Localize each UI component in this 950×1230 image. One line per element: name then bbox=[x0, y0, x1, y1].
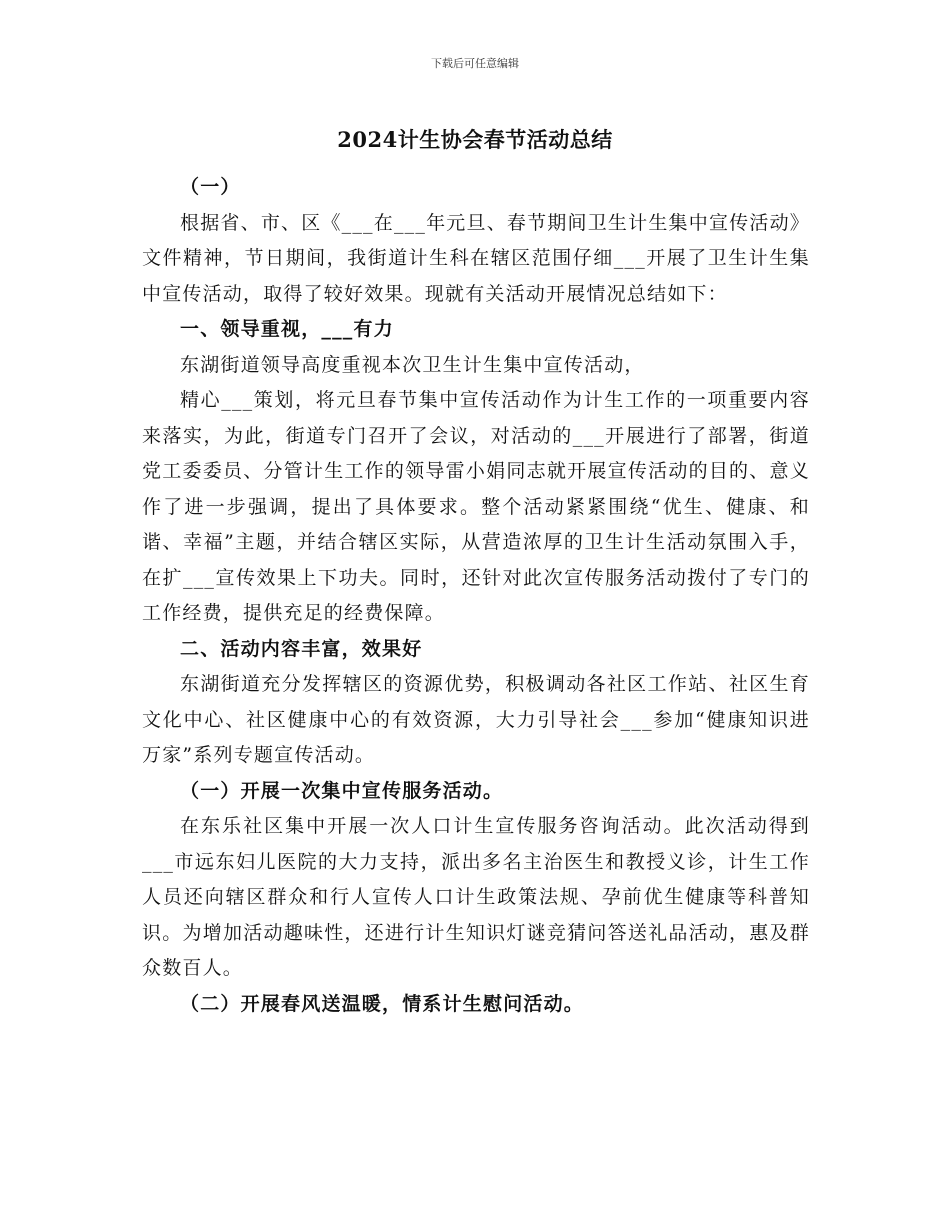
subsection-heading: （二）开展春风送温暖，情系计生慰问活动。 bbox=[180, 992, 585, 1015]
section-number: （一） bbox=[180, 176, 241, 198]
document-body bbox=[142, 170, 810, 1022]
body-paragraph: 在东乐社区集中开展一次人口计生宣传服务咨询活动。此次活动得到___市远东妇儿医院的大力支持，派出多名主治医生和教授义诊，计生工作人员还向辖区群众和行人宣传人口计生政策法规、孕前优生健康等科普知识。为增加活动趣味性，还进行计生知识灯谜竞猜问答送礼品活动，惠及群众数百人。 bbox=[142, 815, 810, 979]
section-heading: 一、领导重视，___有力 bbox=[180, 318, 394, 340]
body-paragraph: 东湖街道领导高度重视本次卫生计生集中宣传活动， bbox=[180, 353, 645, 376]
body-paragraph: 东湖街道充分发挥辖区的资源优势，积极调动各社区工作站、社区生育文化中心、社区健康中心的有效资源，大力引导社会___参加“健康知识进万家”系列专题宣传活动。 bbox=[142, 673, 810, 766]
subsection-heading: （一）开展一次集中宣传服务活动。 bbox=[180, 779, 504, 802]
header-note: 下载后可任意编辑 bbox=[431, 57, 519, 70]
section-heading: 二、活动内容丰富，效果好 bbox=[180, 637, 423, 660]
body-paragraph: 根据省、市、区《___在___年元旦、春节期间卫生计生集中宣传活动》文件精神，节日期间，我街道计生科在辖区范围仔细___开展了卫生计生集中宣传活动，取得了较好效果。现就有关活动开展情况总结如下： bbox=[142, 211, 810, 305]
body-paragraph: 精心___策划，将元旦春节集中宣传活动作为计生工作的一项重要内容来落实，为此，街道专门召开了会议，对活动的___开展进行了部署，街道党工委委员、分管计生工作的领导雷小娟同志就开展宣传活动的目的、意义作了进一步强调，提出了具体要求。整个活动紧紧围绕“优生、健康、和谐、幸福”主题，并结合辖区实际，从营造浓厚的卫生计生活动氛围入手，在扩___宣传效果上下功夫。同时，还针对此次宣传服务活动拨付了专门的工作经费，提供充足的经费保障。 bbox=[142, 389, 810, 624]
document-title: 2024计生协会春节活动总结 bbox=[337, 127, 613, 152]
